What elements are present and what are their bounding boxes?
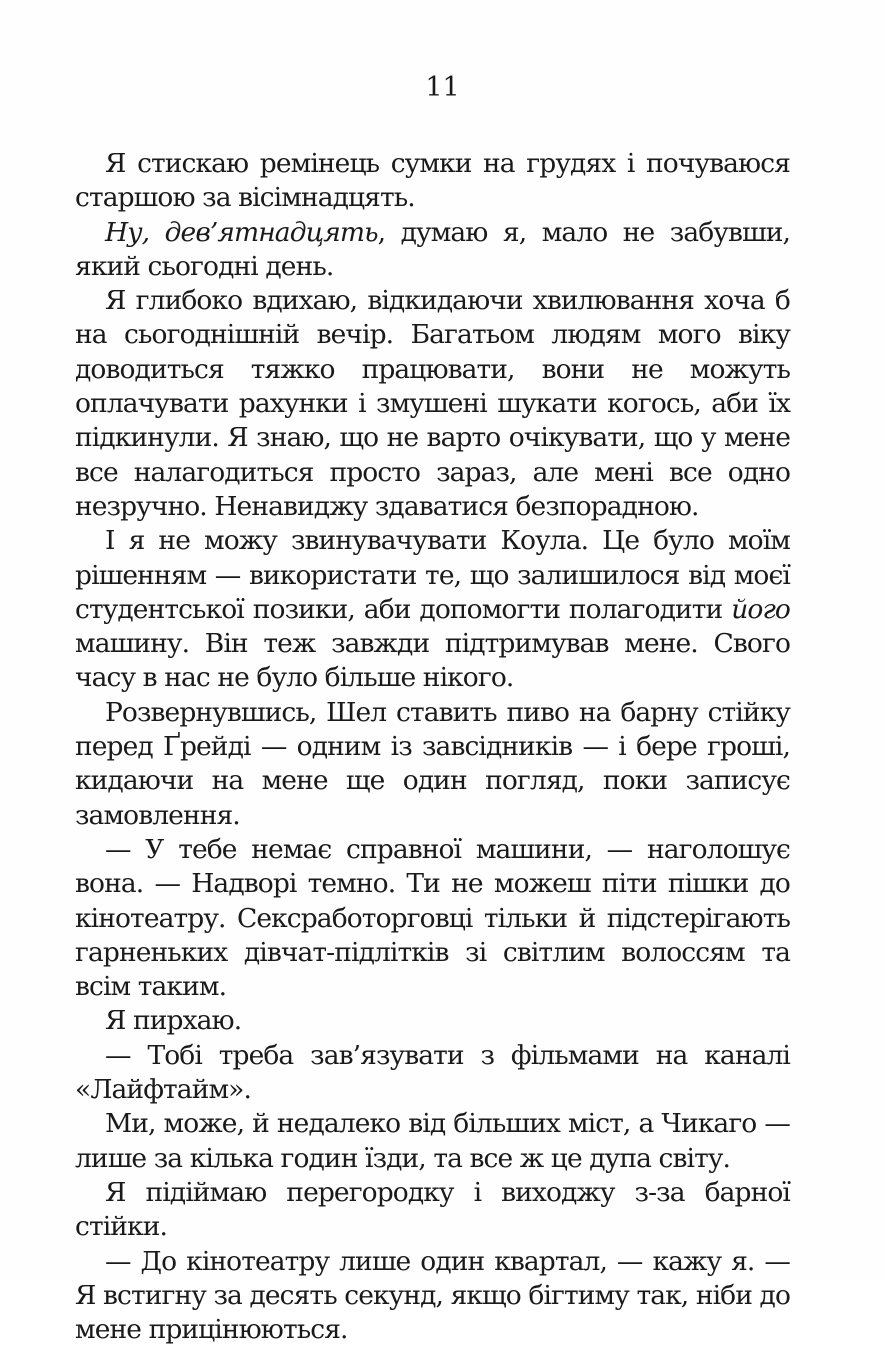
paragraph-8: [75, 1039, 790, 1108]
text-run: — У тебе немає справної машини, — наголошує вона. — Надворі темно. Ти не можеш піти пішки до кінотеатру. Сексработорговці тільки й підстерігають гарненьких дівчат-підлітків зі світлим волоссям та всім таким.: [75, 834, 790, 1002]
paragraph-1: [75, 147, 790, 216]
paragraph-2: [75, 216, 790, 285]
paragraph-9: [75, 1107, 790, 1176]
text-run: Я пирхаю.: [105, 1005, 241, 1036]
text-run: Ми, може, й недалеко від більших міст, а Чикаго — лише за кілька годин їзди, та все ж це дупа світу.: [75, 1108, 790, 1173]
body-text: [75, 147, 790, 1347]
paragraph-4: [75, 524, 790, 695]
paragraph-7: [75, 1004, 790, 1038]
paragraph-3: [75, 284, 790, 524]
text-run: — До кінотеатру лише один квартал, — кажу я. — Я встигну за десять секунд, якщо бігтиму так, ніби до мене прицінюються.: [75, 1246, 790, 1346]
text-run: машину. Він теж завжди підтримував мене. Свого часу в нас не було більше нікого.: [75, 628, 790, 693]
text-run: — Тобі треба зав’язувати з фільмами на каналі «Лайфтайм».: [75, 1040, 790, 1105]
italic-run: Ну, дев’ятнадцять: [105, 217, 378, 248]
paragraph-6: [75, 833, 790, 1004]
text-run: Я глибоко вдихаю, відкидаючи хвилювання хоча б на сьогоднішній вечір. Багатьом людям мого віку доводиться тяжко працювати, вони не можуть оплачувати рахунки і змушені шукати когось, аби їх підкинули. Я знаю, що не варто очікувати, що у мене все налагодиться просто зараз, але мені все одно незручно. Ненавиджу здаватися безпорадною.: [75, 285, 790, 522]
text-run: , думаю я, мало не забувши, який сьогодні день.: [75, 217, 790, 282]
text-run: Я підіймаю перегородку і виходжу з-за барної стійки.: [75, 1177, 790, 1242]
page-number: 11: [0, 70, 885, 106]
text-run: Я стискаю ремінець сумки на грудях і почуваюся старшою за вісімнадцять.: [75, 148, 790, 213]
paragraph-5: [75, 696, 790, 833]
text-run: Розвернувшись, Шел ставить пиво на барну стійку перед Ґрейді — одним із завсідників — і бере гроші, кидаючи на мене ще один погляд, поки записує замовлення.: [75, 697, 790, 831]
paragraph-10: [75, 1176, 790, 1245]
paragraph-11: [75, 1245, 790, 1347]
italic-run: його: [731, 594, 790, 625]
text-run: І я не можу звинувачувати Коула. Це було моїм рішенням — використати те, що залишилося від моєї студентської позики, аби допомогти полагодити: [75, 525, 790, 625]
